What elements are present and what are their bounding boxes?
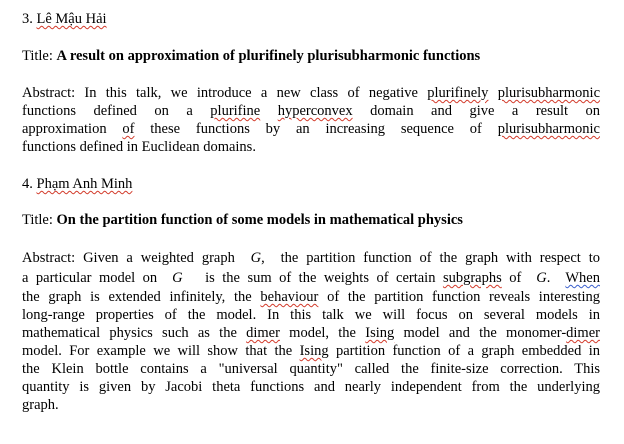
talk-4-author: Phạm Anh Minh	[36, 176, 133, 192]
talk-3-heading: 3. Lê Mậu Hải	[22, 11, 107, 27]
talk-3-author: Lê Mậu Hải	[36, 11, 107, 27]
talk-4-abstract: Abstract: Given a weighted graph G, the partition function of the graph with respect to a particular model on G is the sum of the weights of certain subgraphs of G. When the graph is extended infinitely, the behaviour of the partition function reveals interesting long-range properties of the model. In this talk we will focus on several models in mathematical physics such as the dimer model, the Ising model and the monomer-dimer model. For example we will show that the Ising partition function of a graph embedded in the Klein bottle contains a "universal quantity" called the finite-size correction. This quantity is given by Jacobi theta functions and nearly independent from the underlying graph.	[22, 250, 600, 413]
talk-4-heading: 4. Phạm Anh Minh	[22, 176, 133, 192]
talk-4-title: Title: On the partition function of some models in mathematical physics	[22, 212, 463, 228]
talk-3-abstract: Abstract: In this talk, we introduce a new class of negative plurifinely plurisubharmonic functions defined on a plurifine hyperconvex domain and give a result on approximation of these functions by an increasing sequence of plurisubharmonic functions defined in Euclidean domains.	[22, 85, 601, 155]
talk-3-title: Title: A result on approximation of plurifinely plurisubharmonic functions	[22, 48, 481, 64]
